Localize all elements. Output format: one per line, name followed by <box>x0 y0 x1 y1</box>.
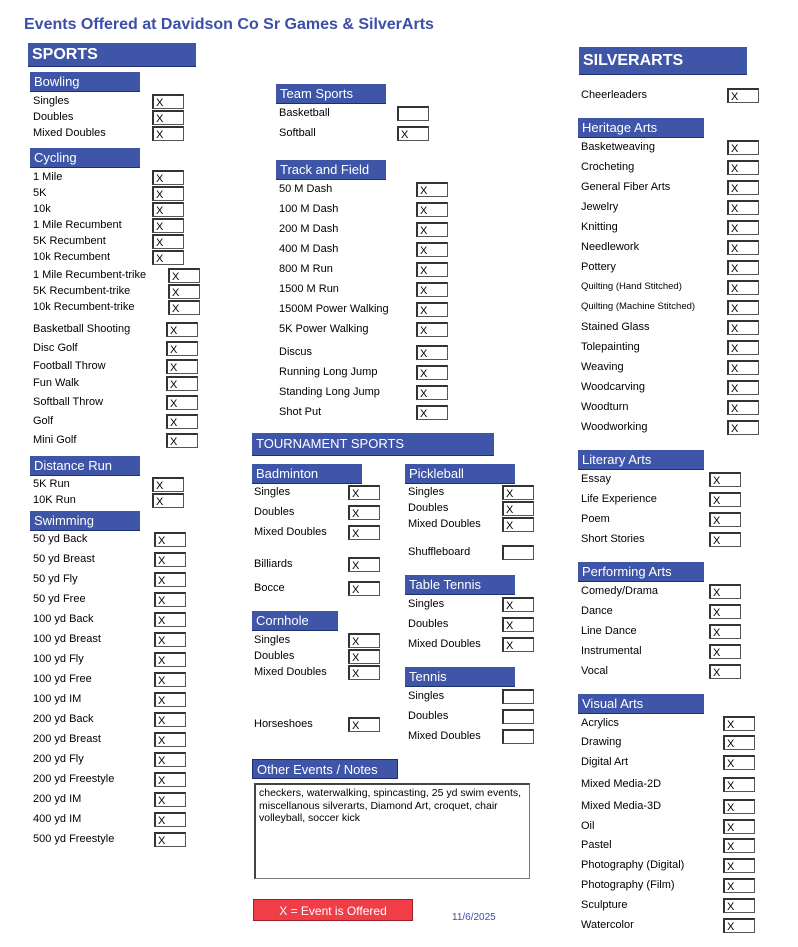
bowling-checkbox[interactable]: X <box>152 126 184 141</box>
tabletennis-item-label: Doubles <box>408 618 449 630</box>
cycling-checkbox[interactable]: X <box>168 284 200 299</box>
pickleball-checkbox[interactable]: X <box>502 485 534 500</box>
badminton-checkbox[interactable]: X <box>348 485 380 500</box>
track-item-label: 1500 M Run <box>279 283 339 295</box>
misc-item-label: Mini Golf <box>33 434 77 446</box>
team-item-label: Basketball <box>279 107 330 119</box>
bowling-item-label: Doubles <box>33 111 74 123</box>
pickleball-item-label: Doubles <box>408 502 449 514</box>
visual-checkbox[interactable]: X <box>723 777 755 792</box>
performing-item-label: Dance <box>581 605 613 617</box>
performing-checkbox[interactable]: X <box>709 584 741 599</box>
notes-textarea[interactable]: checkers, waterwalking, spincasting, 25 yd swim events, miscellanous silverarts, Diamond Art, croquet, chair volleyball, soccer kick <box>254 783 530 879</box>
track-item-label: 1500M Power Walking <box>279 303 389 315</box>
track-checkbox[interactable]: X <box>416 242 448 257</box>
heritage-item-label: Stained Glass <box>581 321 650 333</box>
visual-checkbox[interactable]: X <box>723 878 755 893</box>
legend-badge: X = Event is Offered <box>253 899 413 921</box>
heritage-checkbox[interactable]: X <box>727 400 759 415</box>
track-item-label: Discus <box>279 346 313 358</box>
other-events-header: Other Events / Notes <box>252 759 398 779</box>
cycling-item-label: 1 Mile Recumbent-trike <box>33 269 147 281</box>
bowling-item-label: Mixed Doubles <box>33 127 106 139</box>
swimming-checkbox[interactable]: X <box>154 732 186 747</box>
cycling-item-label: 1 Mile <box>33 171 63 183</box>
sports-header: SPORTS <box>28 43 196 67</box>
visual-item-label: Mixed Media-2D <box>581 778 662 790</box>
visual-checkbox[interactable]: X <box>723 918 755 933</box>
shuffleboard-item-label: Shuffleboard <box>408 546 471 558</box>
date-stamp: 11/6/2025 <box>452 912 496 923</box>
tabletennis-checkbox[interactable]: X <box>502 597 534 612</box>
visual-item-label: Oil <box>581 820 595 832</box>
heritage-item-label: Jewelry <box>581 201 619 213</box>
pickleball-checkbox[interactable]: X <box>502 517 534 532</box>
literary-checkbox[interactable]: X <box>709 532 741 547</box>
swimming-checkbox[interactable]: X <box>154 572 186 587</box>
visual-checkbox[interactable]: X <box>723 716 755 731</box>
heritage-item-label: Woodcarving <box>581 381 645 393</box>
track-header: Track and Field <box>276 160 386 180</box>
cheer-item-label: Cheerleaders <box>581 89 648 101</box>
team-header: Team Sports <box>276 84 386 104</box>
visual-item-label: Digital Art <box>581 756 629 768</box>
swimming-item-label: 50 yd Back <box>33 533 88 545</box>
misc-item-label: Basketball Shooting <box>33 323 131 335</box>
tennis-item-label: Doubles <box>408 710 449 722</box>
bowling-item-label: Singles <box>33 95 70 107</box>
track-item-label: 200 M Dash <box>279 223 339 235</box>
billiards_bocce-checkbox[interactable]: X <box>348 581 380 596</box>
misc-item-label: Golf <box>33 415 54 427</box>
heritage-item-label: Woodturn <box>581 401 629 413</box>
silverarts-header: SILVERARTS <box>579 47 747 75</box>
swimming-checkbox[interactable]: X <box>154 652 186 667</box>
heritage-checkbox[interactable]: X <box>727 420 759 435</box>
visual-checkbox[interactable]: X <box>723 898 755 913</box>
cycling-checkbox[interactable]: X <box>152 234 184 249</box>
misc-checkbox[interactable]: X <box>166 395 198 410</box>
swimming-item-label: 200 yd IM <box>33 793 82 805</box>
distance-item-label: 5K Run <box>33 478 70 490</box>
performing-item-label: Instrumental <box>581 645 642 657</box>
bowling-checkbox[interactable]: X <box>152 94 184 109</box>
cornhole-item-label: Mixed Doubles <box>254 666 327 678</box>
heritage-item-label: General Fiber Arts <box>581 181 671 193</box>
billiards_bocce-item-label: Bocce <box>254 582 285 594</box>
horseshoes-checkbox[interactable]: X <box>348 717 380 732</box>
literary-checkbox[interactable]: X <box>709 492 741 507</box>
track-checkbox[interactable]: X <box>416 302 448 317</box>
track-item-label: 5K Power Walking <box>279 323 369 335</box>
tabletennis-item-label: Singles <box>408 598 445 610</box>
swimming-header: Swimming <box>30 511 140 531</box>
cycling-item-label: 1 Mile Recumbent <box>33 219 122 231</box>
track-item-label: 50 M Dash <box>279 183 333 195</box>
heritage-item-label: Pottery <box>581 261 616 273</box>
cycling-checkbox[interactable]: X <box>152 218 184 233</box>
heritage-header: Heritage Arts <box>578 118 704 138</box>
billiards_bocce-item-label: Billiards <box>254 558 293 570</box>
misc-checkbox[interactable]: X <box>166 341 198 356</box>
cycling-checkbox[interactable]: X <box>152 186 184 201</box>
tabletennis-checkbox[interactable]: X <box>502 617 534 632</box>
performing-checkbox[interactable]: X <box>709 624 741 639</box>
track-checkbox[interactable]: X <box>416 202 448 217</box>
cycling-item-label: 10k <box>33 203 51 215</box>
heritage-checkbox[interactable]: X <box>727 160 759 175</box>
literary-checkbox[interactable]: X <box>709 512 741 527</box>
swimming-checkbox[interactable]: X <box>154 592 186 607</box>
swimming-item-label: 50 yd Breast <box>33 553 95 565</box>
performing-item-label: Vocal <box>581 665 608 677</box>
badminton-item-label: Singles <box>254 486 291 498</box>
swimming-checkbox[interactable]: X <box>154 832 186 847</box>
cycling-item-label: 10k Recumbent-trike <box>33 301 135 313</box>
visual-item-label: Pastel <box>581 839 612 851</box>
swimming-item-label: 200 yd Fly <box>33 753 84 765</box>
misc-item-label: Disc Golf <box>33 342 78 354</box>
tennis-checkbox[interactable] <box>502 729 534 744</box>
tennis-item-label: Singles <box>408 690 445 702</box>
cycling-checkbox[interactable]: X <box>168 268 200 283</box>
visual-checkbox[interactable]: X <box>723 838 755 853</box>
track-checkbox[interactable]: X <box>416 365 448 380</box>
visual-item-label: Sculpture <box>581 899 628 911</box>
heritage-checkbox[interactable]: X <box>727 340 759 355</box>
badminton-item-label: Mixed Doubles <box>254 526 327 538</box>
heritage-checkbox[interactable]: X <box>727 380 759 395</box>
swimming-item-label: 100 yd Fly <box>33 653 84 665</box>
track-checkbox[interactable]: X <box>416 182 448 197</box>
track-checkbox[interactable]: X <box>416 262 448 277</box>
visual-item-label: Acrylics <box>581 717 619 729</box>
literary-header: Literary Arts <box>578 450 704 470</box>
cycling-checkbox[interactable]: X <box>152 202 184 217</box>
swimming-item-label: 100 yd Breast <box>33 633 101 645</box>
cornhole-header: Cornhole <box>252 611 338 631</box>
swimming-checkbox[interactable]: X <box>154 672 186 687</box>
swimming-checkbox[interactable]: X <box>154 552 186 567</box>
tabletennis-checkbox[interactable]: X <box>502 637 534 652</box>
performing-checkbox[interactable]: X <box>709 644 741 659</box>
cycling-checkbox[interactable]: X <box>168 300 200 315</box>
cornhole-checkbox[interactable]: X <box>348 665 380 680</box>
distance-item-label: 10K Run <box>33 494 76 506</box>
heritage-item-label: Quilting (Hand Stitched) <box>581 281 682 292</box>
swimming-checkbox[interactable]: X <box>154 692 186 707</box>
misc-checkbox[interactable]: X <box>166 433 198 448</box>
track-checkbox[interactable]: X <box>416 385 448 400</box>
shuffleboard-checkbox[interactable] <box>502 545 534 560</box>
track-checkbox[interactable]: X <box>416 405 448 420</box>
swimming-checkbox[interactable]: X <box>154 632 186 647</box>
tabletennis-header: Table Tennis <box>405 575 515 595</box>
team-checkbox[interactable]: X <box>397 126 429 141</box>
tabletennis-item-label: Mixed Doubles <box>408 638 481 650</box>
misc-checkbox[interactable]: X <box>166 376 198 391</box>
visual-item-label: Photography (Film) <box>581 879 675 891</box>
performing-header: Performing Arts <box>578 562 704 582</box>
heritage-checkbox[interactable]: X <box>727 240 759 255</box>
swimming-item-label: 100 yd Free <box>33 673 92 685</box>
heritage-item-label: Weaving <box>581 361 624 373</box>
heritage-checkbox[interactable]: X <box>727 360 759 375</box>
pickleball-item-label: Mixed Doubles <box>408 518 481 530</box>
cycling-item-label: 5K Recumbent-trike <box>33 285 131 297</box>
team-item-label: Softball <box>279 127 316 139</box>
tennis-item-label: Mixed Doubles <box>408 730 481 742</box>
badminton-item-label: Doubles <box>254 506 295 518</box>
performing-item-label: Comedy/Drama <box>581 585 659 597</box>
badminton-checkbox[interactable]: X <box>348 525 380 540</box>
pickleball-item-label: Singles <box>408 486 445 498</box>
swimming-checkbox[interactable]: X <box>154 752 186 767</box>
heritage-item-label: Basketweaving <box>581 141 655 153</box>
swimming-checkbox[interactable]: X <box>154 792 186 807</box>
cycling-checkbox[interactable]: X <box>152 170 184 185</box>
misc-checkbox[interactable]: X <box>166 414 198 429</box>
tennis-checkbox[interactable] <box>502 689 534 704</box>
horseshoes-item-label: Horseshoes <box>254 718 313 730</box>
visual-checkbox[interactable]: X <box>723 858 755 873</box>
visual-item-label: Mixed Media-3D <box>581 800 662 812</box>
pickleball-header: Pickleball <box>405 464 515 484</box>
visual-checkbox[interactable]: X <box>723 799 755 814</box>
cycling-checkbox[interactable]: X <box>152 250 184 265</box>
swimming-item-label: 100 yd IM <box>33 693 82 705</box>
track-item-label: 400 M Dash <box>279 243 339 255</box>
track-checkbox[interactable]: X <box>416 282 448 297</box>
page-title: Events Offered at Davidson Co Sr Games & SilverArts <box>24 16 434 33</box>
misc-checkbox[interactable]: X <box>166 322 198 337</box>
heritage-checkbox[interactable]: X <box>727 180 759 195</box>
misc-item-label: Softball Throw <box>33 396 104 408</box>
swimming-checkbox[interactable]: X <box>154 532 186 547</box>
billiards_bocce-checkbox[interactable]: X <box>348 557 380 572</box>
misc-item-label: Football Throw <box>33 360 106 372</box>
track-item-label: Standing Long Jump <box>279 386 380 398</box>
heritage-item-label: Woodworking <box>581 421 648 433</box>
cornhole-checkbox[interactable]: X <box>348 633 380 648</box>
distance-header: Distance Run <box>30 456 140 476</box>
visual-checkbox[interactable]: X <box>723 735 755 750</box>
swimming-item-label: 50 yd Free <box>33 593 86 605</box>
visual-item-label: Photography (Digital) <box>581 859 685 871</box>
heritage-checkbox[interactable]: X <box>727 140 759 155</box>
visual-checkbox[interactable]: X <box>723 755 755 770</box>
tennis-header: Tennis <box>405 667 515 687</box>
visual-header: Visual Arts <box>578 694 704 714</box>
heritage-item-label: Quilting (Machine Stitched) <box>581 301 696 312</box>
heritage-item-label: Crocheting <box>581 161 635 173</box>
literary-checkbox[interactable]: X <box>709 472 741 487</box>
cornhole-item-label: Singles <box>254 634 291 646</box>
swimming-item-label: 50 yd Fly <box>33 573 78 585</box>
track-checkbox[interactable]: X <box>416 222 448 237</box>
team-checkbox[interactable] <box>397 106 429 121</box>
tournament-sports-header: TOURNAMENT SPORTS <box>252 433 494 456</box>
track-item-label: 800 M Run <box>279 263 333 275</box>
badminton-checkbox[interactable]: X <box>348 505 380 520</box>
heritage-item-label: Needlework <box>581 241 640 253</box>
swimming-item-label: 200 yd Breast <box>33 733 101 745</box>
misc-item-label: Fun Walk <box>33 377 80 389</box>
heritage-checkbox[interactable]: X <box>727 280 759 295</box>
misc-checkbox[interactable]: X <box>166 359 198 374</box>
literary-item-label: Short Stories <box>581 533 645 545</box>
swimming-item-label: 100 yd Back <box>33 613 94 625</box>
track-item-label: 100 M Dash <box>279 203 339 215</box>
cycling-item-label: 10k Recumbent <box>33 251 111 263</box>
literary-item-label: Life Experience <box>581 493 657 505</box>
visual-checkbox[interactable]: X <box>723 819 755 834</box>
cheer-checkbox[interactable]: X <box>727 88 759 103</box>
swimming-item-label: 200 yd Freestyle <box>33 773 115 785</box>
cycling-item-label: 5K Recumbent <box>33 235 106 247</box>
track-checkbox[interactable]: X <box>416 345 448 360</box>
heritage-checkbox[interactable]: X <box>727 300 759 315</box>
literary-item-label: Essay <box>581 473 611 485</box>
bowling-checkbox[interactable]: X <box>152 110 184 125</box>
swimming-checkbox[interactable]: X <box>154 772 186 787</box>
visual-item-label: Watercolor <box>581 919 634 931</box>
swimming-checkbox[interactable]: X <box>154 712 186 727</box>
heritage-item-label: Knitting <box>581 221 618 233</box>
heritage-checkbox[interactable]: X <box>727 220 759 235</box>
track-checkbox[interactable]: X <box>416 322 448 337</box>
bowling-header: Bowling <box>30 72 140 92</box>
cycling-header: Cycling <box>30 148 140 168</box>
distance-checkbox[interactable]: X <box>152 477 184 492</box>
heritage-checkbox[interactable]: X <box>727 320 759 335</box>
performing-checkbox[interactable]: X <box>709 664 741 679</box>
heritage-item-label: Tolepainting <box>581 341 640 353</box>
tennis-checkbox[interactable] <box>502 709 534 724</box>
swimming-item-label: 500 yd Freestyle <box>33 833 115 845</box>
visual-item-label: Drawing <box>581 736 622 748</box>
swimming-item-label: 400 yd IM <box>33 813 82 825</box>
cornhole-checkbox[interactable]: X <box>348 649 380 664</box>
cycling-item-label: 5K <box>33 187 47 199</box>
swimming-checkbox[interactable]: X <box>154 812 186 827</box>
swimming-item-label: 200 yd Back <box>33 713 94 725</box>
literary-item-label: Poem <box>581 513 610 525</box>
performing-item-label: Line Dance <box>581 625 637 637</box>
track-item-label: Shot Put <box>279 406 322 418</box>
heritage-checkbox[interactable]: X <box>727 260 759 275</box>
performing-checkbox[interactable]: X <box>709 604 741 619</box>
swimming-checkbox[interactable]: X <box>154 612 186 627</box>
heritage-checkbox[interactable]: X <box>727 200 759 215</box>
track-item-label: Running Long Jump <box>279 366 378 378</box>
distance-checkbox[interactable]: X <box>152 493 184 508</box>
pickleball-checkbox[interactable]: X <box>502 501 534 516</box>
badminton-header: Badminton <box>252 464 362 484</box>
cornhole-item-label: Doubles <box>254 650 295 662</box>
